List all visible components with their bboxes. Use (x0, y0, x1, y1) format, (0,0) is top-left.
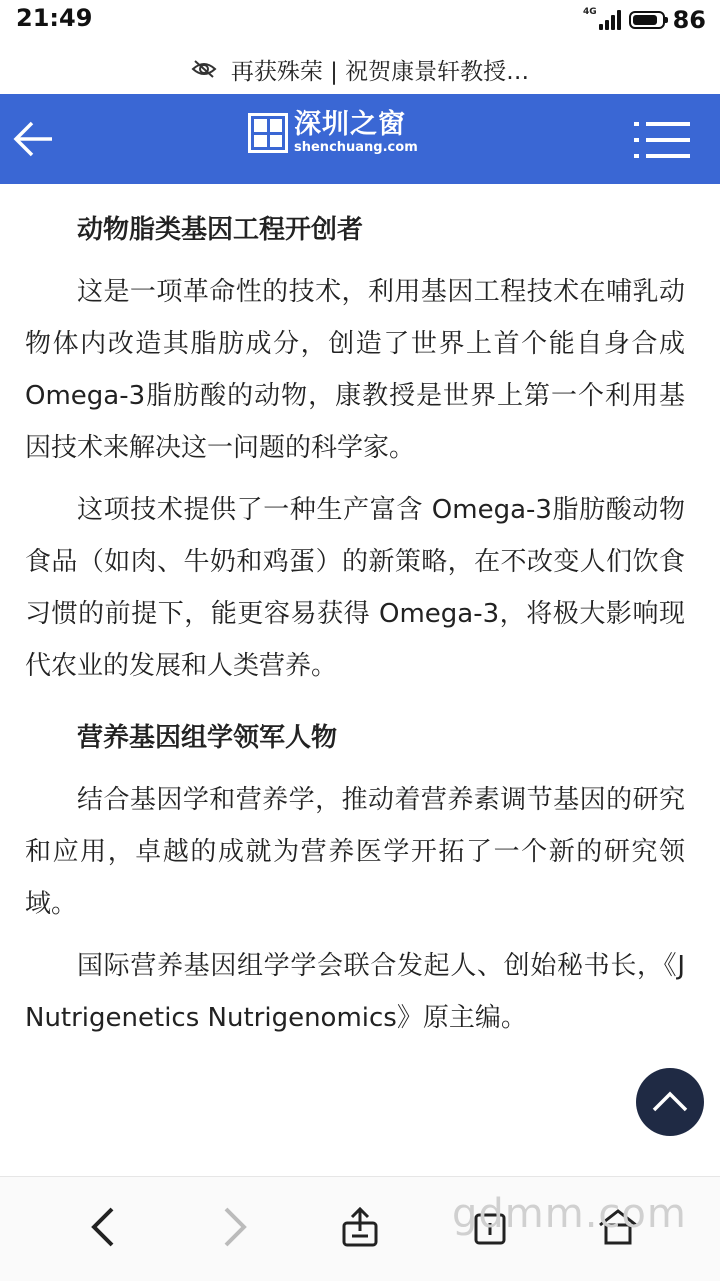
share-icon[interactable] (336, 1203, 384, 1251)
page-title: 再获殊荣 | 祝贺康景轩教授… (230, 58, 530, 85)
article-paragraph: 这项技术提供了一种生产富含 Omega-3脂肪酸动物食品（如肉、牛奶和鸡蛋）的新策略，在不改变人们饮食习惯的前提下，能更容易获得 Omega-3，将极大影响现代农业的发展和人类营养。 (25, 495, 685, 681)
page-title-row (0, 44, 720, 94)
status-bar (0, 0, 720, 40)
article-subheading: 动物脂类基因工程开创者 (77, 215, 364, 245)
article-body (25, 184, 685, 1174)
article-paragraph: 国际营养基因组学学会联合发起人、创始秘书长，《J Nutrigenetics Nutrigenomics》原主编。 (25, 951, 685, 1033)
article-paragraph: 这是一项革命性的技术，利用基因工程技术在哺乳动物体内改造其脂肪成分，创造了世界上首个能自身合成 Omega-3脂肪酸的动物，康教授是世界上第一个利用基因技术来解决这一问题的科学家。 (25, 277, 685, 463)
watermark: gdmm.com (452, 1191, 687, 1237)
site-logo[interactable] (248, 110, 418, 156)
menu-icon[interactable] (634, 120, 690, 160)
article-paragraph: 结合基因学和营养学，推动着营养素调节基因的研究和应用，卓越的成就为营养医学开拓了一个新的研究领域。 (25, 785, 685, 919)
logo-mark (248, 113, 288, 153)
chevron-right-icon[interactable] (210, 1203, 258, 1251)
logo-text (294, 110, 418, 156)
chevron-up-icon (650, 1086, 690, 1116)
battery-percent: 86 (672, 6, 706, 34)
battery-fill (633, 15, 657, 25)
back-to-top-button[interactable] (636, 1068, 704, 1136)
site-header (0, 94, 720, 184)
chevron-left-icon[interactable] (80, 1203, 128, 1251)
eye-off-icon (191, 59, 217, 79)
logo-en: shenchuang.com (294, 140, 418, 155)
status-icons (583, 4, 706, 36)
status-time: 21:49 (16, 4, 93, 32)
network-type: 4G (582, 7, 597, 17)
signal-icon (599, 10, 621, 30)
battery-icon (629, 11, 665, 29)
article-subheading: 营养基因组学领军人物 (77, 723, 338, 753)
back-arrow-icon[interactable] (12, 116, 58, 162)
browser-bottom-bar (0, 1176, 720, 1281)
logo-cn: 深圳之窗 (294, 109, 406, 140)
